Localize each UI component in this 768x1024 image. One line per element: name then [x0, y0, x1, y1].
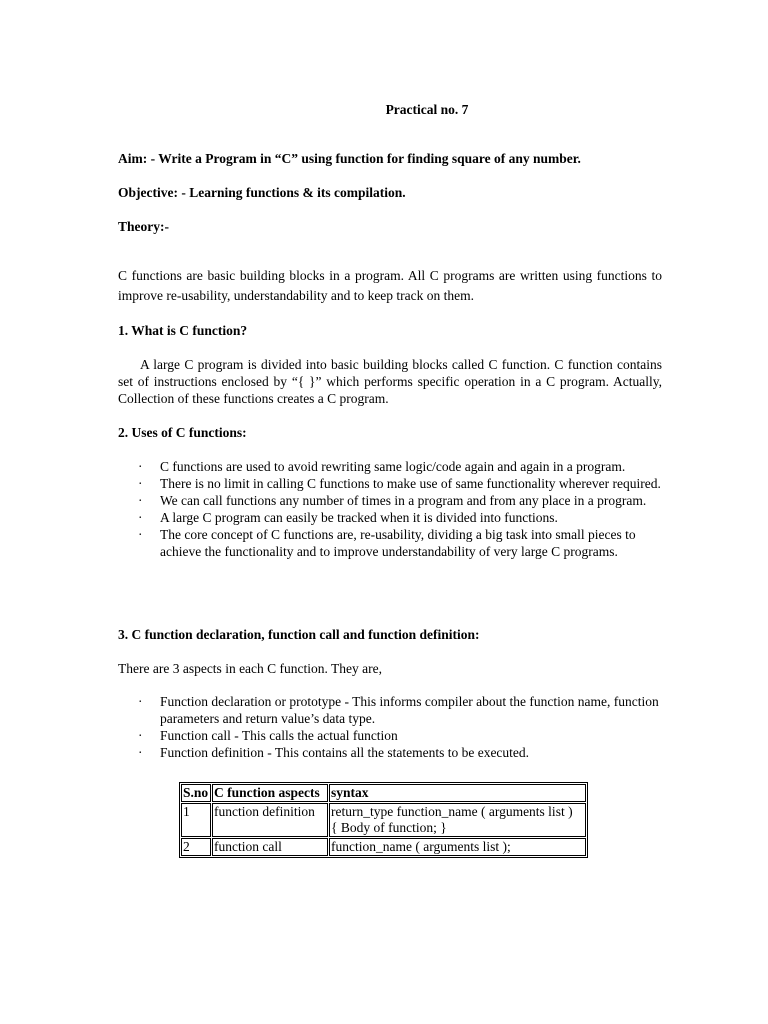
section2-heading: 2. Uses of C functions: [118, 425, 247, 440]
cell-syntax: function_name ( arguments list ); [329, 838, 586, 856]
bullet-icon: · [138, 745, 143, 760]
list-item: · A large C program can easily be tracked when it is divided into functions. [138, 510, 558, 525]
objective-line: Objective: - Learning functions & its compilation. [118, 185, 406, 200]
bullet-icon: · [138, 510, 143, 525]
syntax-line: return_type function_name ( arguments list ) [331, 804, 573, 819]
bullet-icon: · [138, 459, 143, 474]
column-header-sno: S.no [181, 784, 211, 802]
uses-list [138, 458, 662, 560]
list-item: · C functions are used to avoid rewriting same logic/code again and again in a program. [138, 459, 626, 474]
cell-aspect: function definition [212, 803, 328, 837]
table-row [181, 838, 586, 856]
section1-paragraph: A large C program is divided into basic building blocks called C function. C function contains set of instructions enclosed by “{ }” which performs specific operation in a C program. Actually, Collection of these functions creates a C program. [118, 357, 662, 406]
section1-heading: 1. What is C function? [118, 323, 248, 338]
list-item: · Function declaration or prototype - This informs compiler about the function name, function parameters and return value’s data type. [138, 694, 659, 726]
table-header-row [181, 784, 586, 802]
column-header-aspect: C function aspects [212, 784, 328, 802]
bullet-icon: · [138, 493, 143, 508]
theory-heading: Theory:- [118, 219, 169, 234]
section3-heading: 3. C function declaration, function call and function definition: [118, 627, 480, 642]
bullet-icon: · [138, 694, 143, 709]
aspects-table [179, 782, 588, 858]
list-item: · We can call functions any number of times in a program and from any place in a program. [138, 493, 647, 508]
bullet-icon: · [138, 728, 143, 743]
cell-aspect: function call [212, 838, 328, 856]
aim-line: Aim: - Write a Program in “C” using function for finding square of any number. [118, 151, 581, 166]
cell-syntax [329, 803, 586, 837]
table-row [181, 803, 586, 837]
list-item: · Function call - This calls the actual function [138, 728, 398, 743]
section3-intro: There are 3 aspects in each C function. They are, [118, 661, 383, 676]
cell-sno: 2 [181, 838, 211, 856]
intro-paragraph: C functions are basic building blocks in a program. All C programs are written using functions to improve re-usability, understandability and to keep track on them. [118, 268, 662, 303]
list-item: · Function definition - This contains all the statements to be executed. [138, 745, 530, 760]
cell-sno: 1 [181, 803, 211, 837]
syntax-line: { Body of function; } [331, 820, 447, 835]
aspects-list [138, 693, 662, 761]
bullet-icon: · [138, 476, 143, 491]
list-item: · There is no limit in calling C functions to make use of same functionality wherever required. [138, 476, 661, 491]
page-title: Practical no. 7 [385, 102, 469, 117]
bullet-icon: · [138, 527, 143, 542]
list-item: · The core concept of C functions are, re-usability, dividing a big task into small pieces to achieve the functionality and to improve understandability of very large C programs. [138, 527, 636, 559]
column-header-syntax: syntax [329, 784, 586, 802]
